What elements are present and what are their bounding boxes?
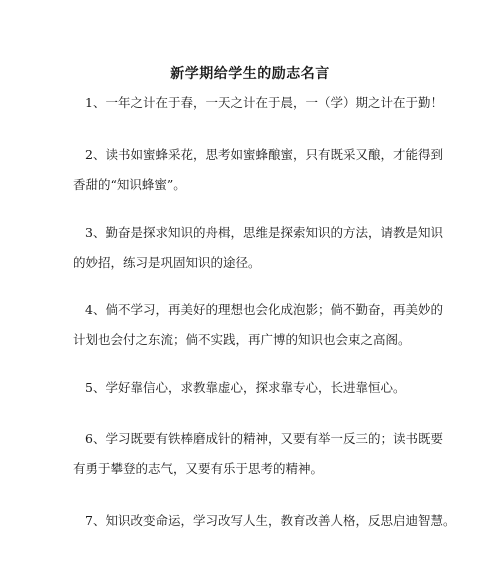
quote-line: 5、学好靠信心，求教靠虚心，探求靠专心，长进靠恒心。 — [85, 380, 406, 395]
quote-line: 6、学习既要有铁棒磨成针的精神，又要有举一反三的；读书既要 — [85, 431, 443, 446]
quote-paragraph-1 — [79, 88, 443, 118]
quote-line: 计划也会付之东流；倘不实践，再广博的知识也会束之高阁。 — [73, 332, 411, 347]
quote-line: 的妙招，练习是巩固知识的途径。 — [73, 255, 261, 270]
quote-paragraph-7 — [79, 506, 456, 536]
quote-line: 7、知识改变命运，学习改写人生，教育改善人格，反思启迪智慧。 — [85, 513, 456, 528]
quote-paragraph-6 — [73, 424, 443, 484]
quote-line: 香甜的“知识蜂蜜”。 — [73, 177, 186, 192]
quote-line: 3、勤奋是探求知识的舟楫，思维是探索知识的方法，请教是知识 — [85, 225, 443, 240]
quote-paragraph-3 — [73, 218, 443, 278]
quote-line: 1、一年之计在于春，一天之计在于晨，一（学）期之计在于勤！ — [85, 95, 443, 110]
quote-line: 4、倘不学习，再美好的理想也会化成泡影；倘不勤奋，再美妙的 — [85, 302, 443, 317]
quote-paragraph-2 — [73, 140, 443, 200]
quote-paragraph-4 — [73, 295, 443, 355]
quote-line: 2、读书如蜜蜂采花，思考如蜜蜂酿蜜，只有既采又酿，才能得到 — [85, 147, 443, 162]
quote-paragraph-5 — [79, 373, 439, 403]
quote-line: 有勇于攀登的志气，又要有乐于思考的精神。 — [73, 461, 324, 476]
document-title: 新学期给学生的励志名言 — [170, 66, 330, 82]
